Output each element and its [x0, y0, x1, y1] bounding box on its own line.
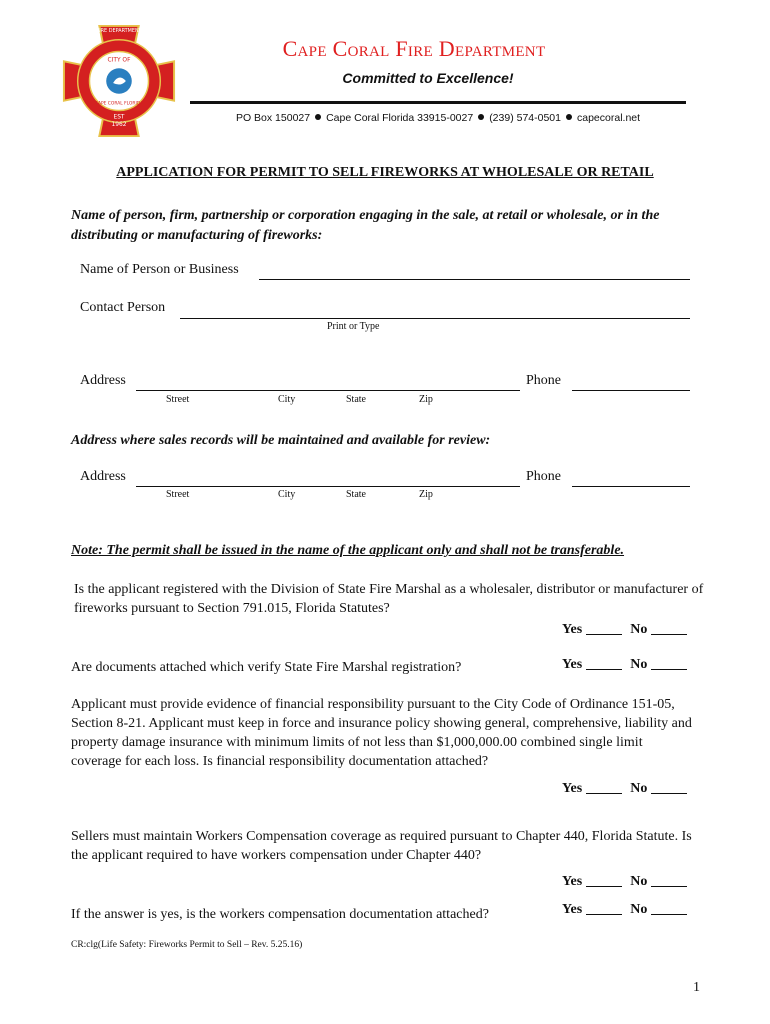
- no-label: No: [630, 902, 648, 917]
- state-caption: State: [346, 394, 366, 405]
- no-blank[interactable]: [651, 781, 687, 794]
- question-workers-comp-docs: If the answer is yes, is the workers compensation documentation attached?: [71, 907, 489, 922]
- yes-blank[interactable]: [586, 874, 622, 887]
- zip-caption: Zip: [419, 394, 433, 405]
- contact-website[interactable]: capecoral.net: [577, 112, 641, 124]
- question-financial: Applicant must provide evidence of financial responsibility pursuant to the City Code of Ordinance 151-05, Section 8-21. Applicant must keep in force and insurance policy showing general, comprehensive, liability and property damage insurance with minimum limits of not less than $1,000,000.00 combined single limit coverage for each loss. Is financial responsibility documentation attached?: [71, 697, 692, 769]
- phone-label: Phone: [526, 373, 561, 388]
- revision-footer: CR:clg(Life Safety: Fireworks Permit to Sell – Rev. 5.25.16): [71, 940, 303, 950]
- yes-blank[interactable]: [586, 657, 622, 670]
- yes-no-documents: [562, 657, 687, 673]
- bullet-icon: [478, 114, 484, 120]
- city-caption: City: [278, 489, 296, 500]
- contact-phone[interactable]: (239) 574-0501: [489, 112, 561, 124]
- yes-label: Yes: [562, 902, 583, 917]
- yes-no-workers-comp: [562, 874, 687, 890]
- logo-year: 1962: [111, 122, 127, 129]
- contact-city: Cape Coral Florida 33915-0027: [326, 112, 474, 124]
- no-label: No: [630, 622, 648, 637]
- no-blank[interactable]: [651, 874, 687, 887]
- phone-field[interactable]: [572, 390, 690, 391]
- logo-cape-coral-text: CAPE CORAL FLORIDA: [94, 101, 144, 107]
- street-caption: Street: [166, 394, 190, 405]
- logo-est: EST: [113, 114, 125, 121]
- no-blank[interactable]: [651, 902, 687, 915]
- zip-caption: Zip: [419, 489, 433, 500]
- records-address-field[interactable]: [136, 486, 520, 487]
- state-caption: State: [346, 489, 366, 500]
- yes-label: Yes: [562, 781, 583, 796]
- name-label: Name of Person or Business: [80, 262, 239, 277]
- city-caption: City: [278, 394, 296, 405]
- contact-person-field[interactable]: [180, 318, 690, 319]
- no-blank[interactable]: [651, 657, 687, 670]
- yes-label: Yes: [562, 622, 583, 637]
- logo-ring-top: FIRE DEPARTMENT: [96, 27, 142, 34]
- bullet-icon: [566, 114, 572, 120]
- yes-no-registration: [562, 622, 687, 638]
- form-title: APPLICATION FOR PERMIT TO SELL FIREWORKS AT WHOLESALE OR RETAIL: [116, 165, 654, 180]
- no-label: No: [630, 657, 648, 672]
- question-workers-comp: Sellers must maintain Workers Compensation coverage as required pursuant to Chapter 440, Florida Statute. Is the applicant required to have workers compensation under Chapter 440?: [71, 829, 692, 863]
- no-label: No: [630, 874, 648, 889]
- page-number: 1: [693, 980, 700, 995]
- contact-person-label: Contact Person: [80, 300, 166, 315]
- records-heading: Address where sales records will be maintained and available for review:: [71, 433, 491, 448]
- header-rule: [190, 101, 686, 104]
- question-registration: Is the applicant registered with the Division of State Fire Marshal as a wholesaler, distributor or manufacturer of fireworks pursuant to Section 791.015, Florida Statutes?: [74, 582, 704, 616]
- print-or-type-caption: Print or Type: [327, 321, 380, 332]
- yes-blank[interactable]: [586, 902, 622, 915]
- question-documents: Are documents attached which verify State Fire Marshal registration?: [71, 660, 462, 675]
- bullet-icon: [315, 114, 321, 120]
- yes-label: Yes: [562, 657, 583, 672]
- logo-city-text: CITY OF: [107, 57, 131, 64]
- address-field[interactable]: [136, 390, 520, 391]
- yes-no-workers-comp-docs: [562, 902, 687, 918]
- address-label: Address: [80, 373, 126, 388]
- motto: Committed to Excellence!: [342, 70, 514, 86]
- contact-po-box: PO Box 150027: [235, 112, 311, 124]
- records-phone-label: Phone: [526, 469, 561, 484]
- form-intro: Name of person, firm, partnership or corporation engaging in the sale, at retail or wholesale, or in the distributing or manufacturing of fireworks:: [71, 208, 660, 243]
- name-field[interactable]: [259, 279, 690, 280]
- no-blank[interactable]: [651, 622, 687, 635]
- yes-label: Yes: [562, 874, 583, 889]
- yes-no-financial: [562, 781, 687, 797]
- department-name: Cape Coral Fire Department: [282, 36, 546, 61]
- records-phone-field[interactable]: [572, 486, 690, 487]
- street-caption: Street: [166, 489, 190, 500]
- yes-blank[interactable]: [586, 622, 622, 635]
- transfer-note: Note: The permit shall be issued in the name of the applicant only and shall not be transferable.: [71, 543, 625, 558]
- no-label: No: [630, 781, 648, 796]
- records-address-label: Address: [80, 469, 126, 484]
- yes-blank[interactable]: [586, 781, 622, 794]
- fire-department-logo: [60, 22, 178, 140]
- contact-line: [190, 112, 686, 124]
